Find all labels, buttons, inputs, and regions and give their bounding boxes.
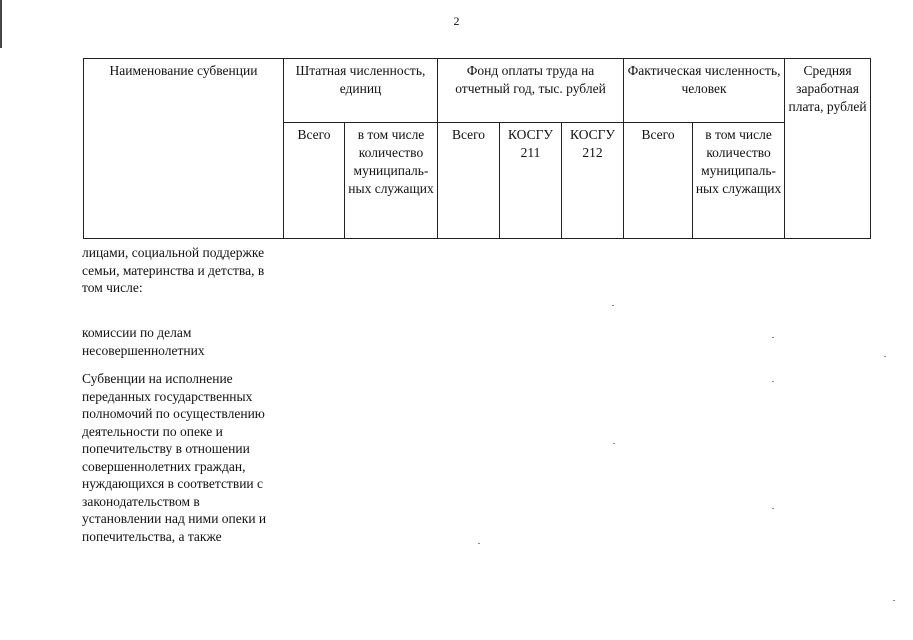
subheader-payroll-kosgu-211: КОСГУ 211 <box>500 123 562 239</box>
subheader-payroll-total: Всего <box>438 123 500 239</box>
scan-speck <box>772 508 774 509</box>
scan-speck <box>893 600 895 601</box>
scan-speck <box>884 356 886 357</box>
subheader-staff-total: Всего <box>284 123 345 239</box>
header-name: Наименование субвенции <box>84 59 284 239</box>
subheader-actual-total: Всего <box>624 123 693 239</box>
subheader-payroll-kosgu-212: КОСГУ 212 <box>562 123 624 239</box>
header-payroll-fund: Фонд оплаты труда на отчетный год, тыс. рублей <box>438 59 624 123</box>
scan-speck <box>613 443 615 444</box>
header-actual-count: Фактическая численность, человек <box>624 59 785 123</box>
header-avg-salary: Средняя заработная плата, рублей <box>785 59 871 239</box>
paragraph-guardianship-subvention: Субвенции на исполнение переданных государственных полномочий по осуществлению деятельности по опеке и попечительству в отношении совершеннолетних граждан, нуждающихся в соответствии с законодательством в установлении над ними опеки и попечительства, а также <box>82 371 267 544</box>
header-staff-count: Штатная численность, единиц <box>284 59 438 123</box>
scan-speck <box>772 381 774 382</box>
subheader-actual-municipal: в том числе количество муниципаль-ных служащих <box>693 123 785 239</box>
scan-speck <box>772 337 774 338</box>
page-number: 2 <box>453 14 460 28</box>
paragraph-minors-commission: комиссии по делам несовершеннолетних <box>82 325 205 358</box>
scan-speck <box>478 543 480 544</box>
subvention-header-table <box>83 58 871 239</box>
scan-speck <box>612 305 614 306</box>
subheader-staff-municipal: в том числе количество муниципаль-ных служащих <box>345 123 438 239</box>
paragraph-social-support: лицами, социальной поддержке семьи, материнства и детства, в том числе: <box>82 245 265 295</box>
